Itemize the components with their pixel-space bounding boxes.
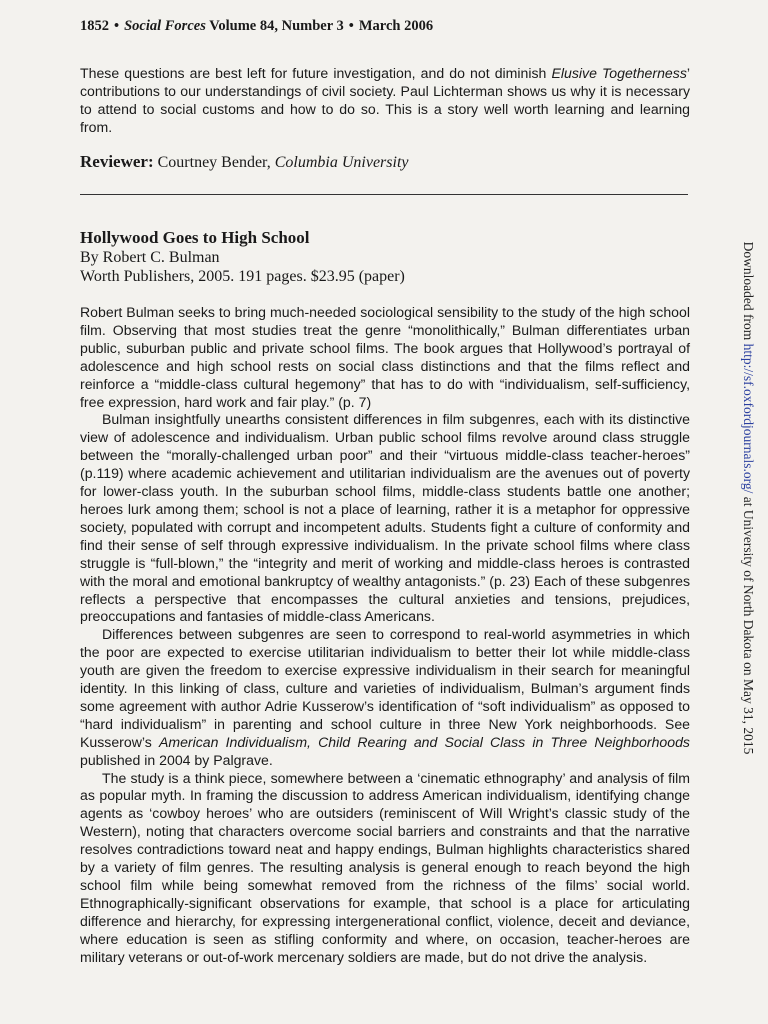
review-body <box>80 304 690 967</box>
review-paragraph-1: Robert Bulman seeks to bring much-needed sociological sensibility to the study of the high school film. Observing that most studies treat the genre “monolithically,” Bulman differentiates urban public, suburban public and private school films. The book argues that Hollywood’s portrayal of adolescence and high school rests on social class distinctions and that the films reflect and reinforce a “middle-class cultural hegemony” that has to do with “individualism, self-sufficiency, free expression, hard work and fair play.” (p. 7) <box>80 304 690 410</box>
book-info <box>80 228 690 287</box>
header-bullet: • <box>114 18 120 34</box>
book-author: By Robert C. Bulman <box>80 248 220 266</box>
download-notice <box>740 242 756 755</box>
paragraph-3-text: Differences between subgenres are seen to correspond to real-world asymmetries in which the poor are expected to exercise utilitarian individualism to better their lot while middle-class youth are given the freedom to exercise expressive individualism in their search for meaningful identity. In this linking of class, culture and varieties of individualism, Bulman’s argument finds some agreement with author Adrie Kusserow’s identification of “soft individualism” as opposed to “hard individualism” in parenting and school culture in three New York neighborhoods. See Kusserow’s <box>80 626 690 750</box>
previous-review-conclusion <box>80 65 690 137</box>
header-bullet: • <box>348 18 354 34</box>
reviewer-name: Courtney Bender, <box>157 154 271 171</box>
conclusion-paragraph <box>80 65 690 137</box>
journal-volume: Volume 84, Number 3 <box>209 18 344 34</box>
journal-name: Social Forces <box>124 18 206 34</box>
book-publisher: Worth Publishers, 2005. 191 pages. $23.95 (paper) <box>80 268 405 285</box>
review-paragraph-4: The study is a think piece, somewhere between a ‘cinematic ethnography’ and analysis of film as popular myth. In framing the discussion to address American individualism, identifying change agents as ‘cowboy heroes’ who are outsiders (reminiscent of Will Wright’s classic study of the Western), noting that characters overcome social barriers and constraints and that the narrative resolves contradictions toward neat and happy endings, Bulman highlights characteristics shared by a variety of film genres. The resulting analysis is general enough to reach beyond the high school film while being somewhat removed from the richness of the films’ social world. Ethnographically-significant observations for example, that school is a place for articulating difference and hierarchy, for expressing intergenerational conflict, violence, deceit and deviance, where education is seen as stifling conformity and where, on occasion, teacher-heroes are military veterans or out-of-work mercenary soldiers are made, but do not drive the analysis. <box>80 769 690 965</box>
journal-link[interactable]: http://sf.oxfordjournals.org/ <box>741 343 756 494</box>
reviewer-label: Reviewer: <box>80 152 154 171</box>
review-paragraph-2: Bulman insightfully unearths consistent differences in film subgenres, each with its distinctive view of adolescence and individualism. Urban public school films revolve around class struggle between the “morally-challenged urban poor” and their “virtuous middle-class teacher-heroes” (p.119) where academic achievement and utilitarian individualism are the avenues out of poverty for lower-class youth. In the suburban school films, middle-class students battle one another; heroes lurk among them; school is not a place of learning, rather it is a metaphor for oppressive society, populated with corrupt and incompetent adults. Students fight a culture of conformity and find their sense of self through expressive individualism. In the private school films where class struggle is “full-blown,” the “integrity and merit of working and middle-class heroes is contrasted with the moral and emotional bankruptcy of wealthy antagonists.” (p. 23) Each of these subgenres reflects a perspective that encompasses the cultural anxieties and tensions, prejudices, preoccupations and fantasies of middle-class Americans. <box>80 411 690 625</box>
running-header <box>80 18 690 35</box>
review-paragraph-3 <box>80 626 690 769</box>
reviewer-affiliation: Columbia University <box>274 154 409 171</box>
reviewer-line <box>80 152 690 172</box>
issue-date: March 2006 <box>358 18 434 34</box>
download-notice-suffix: at University of North Dakota on May 31, 2015 <box>741 493 756 755</box>
kusserow-book-title: American Individualism, Child Rearing and Social Class in Three Neighborhoods <box>158 733 690 750</box>
conclusion-text: These questions are best left for future investigation, and do not diminish <box>80 65 552 81</box>
paragraph-3-text-end: published in 2004 by Palgrave. <box>80 751 273 768</box>
conclusion-text-end: ’ contributions to our understandings of civil society. Paul Lichterman shows us why it is necessary to attend to social customs and how to do so. This is a story well worth learning and learning from. <box>80 65 691 135</box>
book-title: Hollywood Goes to High School <box>80 228 310 247</box>
page-number: 1852 <box>80 18 109 34</box>
download-notice-prefix: Downloaded from <box>741 241 756 344</box>
book-title-reference: Elusive Togetherness <box>551 65 687 81</box>
section-divider <box>80 194 688 195</box>
